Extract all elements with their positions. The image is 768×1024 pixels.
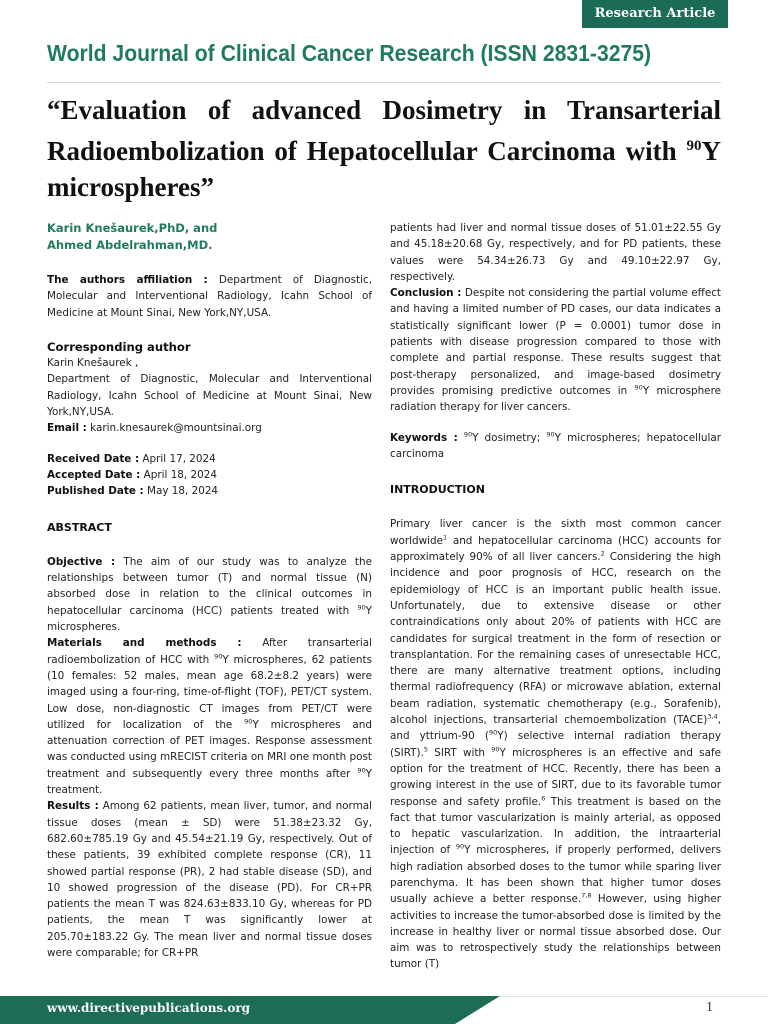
received-date: Received Date : April 17, 2024 [47,452,216,465]
citation-ref[interactable]: 5 [423,745,429,754]
article-type-badge: Research Article [582,0,728,28]
affiliation: The authors affiliation : Department of Diagnostic, Molecular and Interventional Radiology, Icahn School of Medicine at Mount Sinai, New York,NY,USA. [47,274,373,319]
abstract-heading: ABSTRACT [47,520,112,534]
abstract-methods: Materials and methods : After transarterial radioembolization of HCC with $^{90}$Y microspheres, 62 patients (10 females: 52 males, mean age 68.2±8.2 years) were imaged using a four-ring, time-of-flight (TOF), PET/CT system. Low dose, non-diagnostic CT images from PET/CT were utilized for localization of the $^{90}$Y microspheres and attenuation correction of PET images. Response assessment was conducted using mRECIST criteria on MRI one month post treatment and subsequently every three months after $^{90}$Y treatment. [47,637,372,797]
introduction-heading: INTRODUCTION [390,483,485,497]
article-title: “Evaluation of advanced Dosimetry in Transarterial Radioembolization of Hepatocellular Carcinoma with $^{90}$Y microspheres” [47,95,721,202]
author-line-2: Ahmed Abdelrahman,MD. [47,238,213,252]
right-column [390,220,721,973]
footer-website-link[interactable]: www.directivepublications.org [47,1001,251,1015]
author-line-1: Karin Knešaurek,PhD, and [47,221,218,235]
abstract-conclusion: Conclusion : Despite not considering the partial volume effect and having a limited number of PD cases, our data indicates a statistically significant lower (P = 0.0001) tumor dose in patients with disease progression compared to those with complete and partial response. These results suggest that post-therapy personalized, and image-based dosimetry provides promising predictive outcomes in $^{90}$Y microsphere radiation therapy for liver cancers. [390,287,721,414]
keywords: Keywords : $^{90}$Y dosimetry; $^{90}$Y microspheres; hepatocellular carcinoma [390,430,722,460]
email-link[interactable]: karin.knesaurek@mountsinai.org [86,422,262,435]
author-list [47,220,372,254]
corresponding-author-heading: Corresponding author [47,339,191,354]
citation-ref[interactable]: 6 [541,794,546,803]
corresponding-name: Karin Knešaurek , [47,357,139,370]
citation-ref[interactable]: 7,8 [581,891,592,900]
published-date: Published Date : May 18, 2024 [47,485,219,498]
citation-ref[interactable]: 3,4 [707,712,718,721]
corresponding-dept: Department of Diagnostic, Molecular and Interventional Radiology, Icahn School of Medicine at Mount Sinai, New York,NY,USA. [47,373,372,419]
abstract-results: Results : Among 62 patients, mean liver, tumor, and normal tissue doses (mean ± SD) were 51.38±23.32 Gy, 682.60±785.19 Gy and 45.54±21.19 Gy, respectively. Out of these patients, 39 exhibited complete response (CR), 11 showed partial response (PR), 2 had stable disease (SD), and 10 showed progression of the disease (PD). For CR+PR patients the mean T was 824.63±833.10 Gy, whereas for PD patients, the mean T was significantly lower at 205.70±183.22 Gy. The mean liver and normal tissue doses were comparable; for CR+PR [47,800,372,959]
page-number: 1 [706,1000,713,1015]
journal-title: World Journal of Clinical Cancer Research (ISSN 2831-3275) [47,40,652,66]
citation-ref[interactable]: 2 [600,549,605,558]
abstract-results-continued: patients had liver and normal tissue doses of 51.01±22.55 Gy and 45.18±20.68 Gy, respectively, and for PD patients, these values were 54.34±26.73 Gy and 49.10±22.97 Gy, respectively. [390,222,721,283]
header-divider [47,82,721,83]
abstract-objective: Objective : The aim of our study was to analyze the relationships between tumor (T) and normal tissue (N) absorbed dose in relation to the clinical outcomes in hepatocellular carcinoma (HCC) patients treated with $^{90}$Y microspheres. [47,555,372,634]
left-column [47,220,372,961]
citation-ref[interactable]: 1 [442,533,448,542]
accepted-date: Accepted Date : April 18, 2024 [47,468,217,481]
corresponding-email: Email : karin.knesaurek@mountsinai.org [47,422,262,435]
introduction-body: Primary liver cancer is the sixth most common cancer worldwide$^1$ and hepatocellular carcinoma (HCC) accounts for approximately 90% of all liver cancers.$^2$ Considering the high incidence and poor prognosis of HCC, research on the epidemiology of HCC is an important public health issue. Unfortunately, due to extensive disease or other contraindications only about 20% of patients with HCC are candidates for surgical treatment in the form of resection or transplantation. For the remaining cases of unresectable HCC, there are many alternative treatment options, including thermal radiofrequency (RFA) or microwave ablation, external beam radiation, systematic chemotherapy (e.g., Sorafenib), alcohol injections, transarterial chemoembolization (TACE)$^{3,4}$, and yttrium-90 ($^{90}$Y) selective internal radiation therapy (SIRT).$^5$ SIRT with $^{90}$Y microspheres is an effective and safe option for the treatment of HCC. Recently, there has been a growing interest in the use of SIRT, due to its favorable tumor response and safety profile.$^6$ This treatment is based on the fact that tumor vascularization is mainly arterial, as opposed to hepatic vascularization. In addition, the intraarterial injection of $^{90}$Y microspheres, if properly performed, delivers high radiation absorbed doses to the tumor while sparing liver parenchyma. It has been shown that higher tumor doses usually achieve a better response.$^{7,8}$ However, using higher activities to increase the tumor-absorbed dose is limited by the increase in healthy liver or normal tissue absorbed dose. Our aim was to retrospectively study the relationships between tumor (T) [390,518,721,971]
